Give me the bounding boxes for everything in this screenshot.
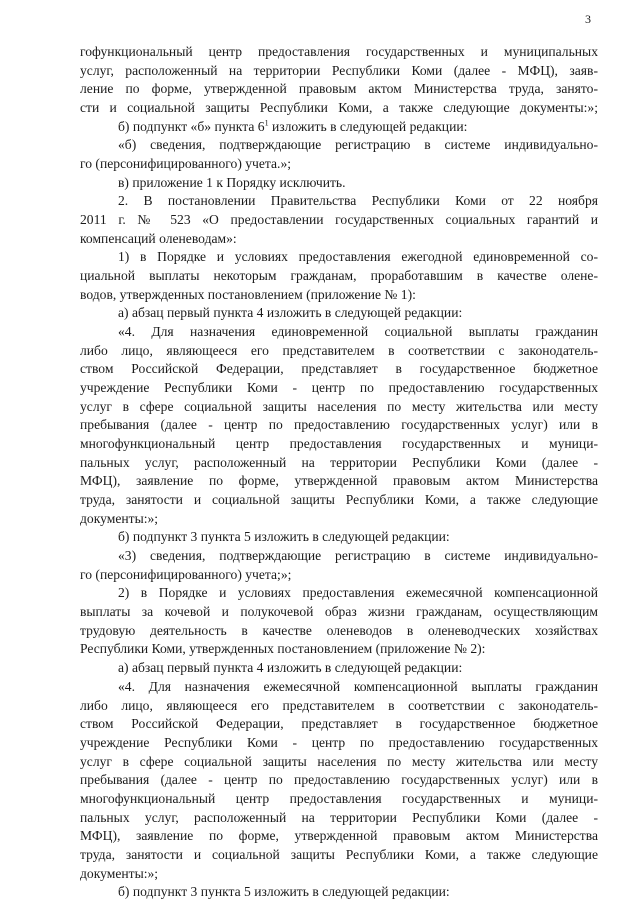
text-line bbox=[80, 846, 598, 864]
text-line bbox=[118, 136, 598, 154]
text-line-content: «4. Для назначения ежемесячной компенсационной выплаты гражданин bbox=[118, 678, 598, 694]
text-line-content: учреждение Республики Коми - центр по предоставлению государственных bbox=[80, 380, 598, 396]
text-line bbox=[80, 790, 598, 808]
text-line bbox=[80, 155, 598, 173]
text-line bbox=[118, 248, 598, 266]
text-line-content: учреждение Республики Коми - центр по предоставлению государственных bbox=[80, 734, 598, 750]
text-line-content: а) абзац первый пункта 4 изложить в следующей редакции: bbox=[118, 305, 463, 321]
text-line bbox=[118, 659, 598, 677]
text-line-content: водов, утвержденных постановлением (приложение № 1): bbox=[80, 286, 416, 302]
text-line bbox=[80, 809, 598, 827]
text-line-content: МФЦ), заявление по форме, утвержденной правовым актом Министерства bbox=[80, 473, 598, 489]
text-line-content: сти и социальной защиты Республики Коми, а также следующие документы:»; bbox=[80, 100, 598, 115]
text-line-content: а) абзац первый пункта 4 изложить в следующей редакции: bbox=[118, 660, 463, 676]
text-line bbox=[80, 211, 598, 229]
text-line-content: трудовую деятельность в качестве оленеводов в оленеводческих хозяйствах bbox=[80, 622, 598, 638]
text-line bbox=[80, 286, 598, 304]
text-line-content: б) подпункт «б» пункта 6 bbox=[118, 118, 265, 134]
text-line bbox=[80, 734, 598, 752]
text-line-content: ством Российской Федерации, представляет в государственное бюджетное bbox=[80, 716, 598, 732]
text-line bbox=[80, 99, 598, 117]
text-line-content: 2011 г. № 523 «О предоставлении государственных социальных гарантий и bbox=[80, 212, 598, 227]
text-line-content: Республики Коми, утвержденных постановлением (приложение № 2): bbox=[80, 641, 486, 657]
text-line bbox=[80, 771, 598, 789]
text-line bbox=[118, 528, 598, 546]
text-line-content: 2) в Порядке и условиях предоставления ежемесячной компенсационной bbox=[118, 585, 598, 601]
text-line-content: гофункциональный центр предоставления государственных и муниципальных bbox=[80, 44, 598, 59]
text-line bbox=[80, 80, 598, 98]
text-line bbox=[80, 472, 598, 490]
text-line-content: б) подпункт 3 пункта 5 изложить в следующей редакции: bbox=[118, 884, 450, 900]
text-line-content: в) приложение 1 к Порядку исключить. bbox=[118, 174, 346, 190]
text-line-content: многофункциональный центр предоставления государственных и муници- bbox=[80, 436, 598, 452]
text-line bbox=[118, 584, 598, 602]
text-line bbox=[80, 865, 598, 883]
text-line-content: пребывания (далее - центр по предоставлению государственных услуг) или в bbox=[80, 417, 598, 433]
text-line bbox=[80, 342, 598, 360]
text-line bbox=[80, 267, 598, 285]
text-line bbox=[80, 379, 598, 397]
text-line-content: ление по форме, утвержденной правовым актом Министерства труда, занято- bbox=[80, 81, 598, 97]
text-line-content: «б) сведения, подтверждающие регистрацию в системе индивидуально- bbox=[118, 137, 598, 153]
text-line bbox=[80, 603, 598, 621]
text-line bbox=[80, 753, 598, 771]
text-line bbox=[80, 697, 598, 715]
text-line-content: МФЦ), заявление по форме, утвержденной правовым актом Министерства bbox=[80, 828, 598, 844]
text-line bbox=[80, 622, 598, 640]
text-line-content: компенсаций оленеводам»: bbox=[80, 230, 237, 246]
page-number: 3 bbox=[585, 12, 591, 26]
text-line-content: «3) сведения, подтверждающие регистрацию в системе индивидуально- bbox=[118, 548, 598, 564]
text-line-content: выплаты за кочевой и полукочевой образ жизни гражданам, осуществляющим bbox=[80, 604, 598, 620]
text-line-continuation: изложить в следующей редакции: bbox=[268, 118, 468, 134]
text-line-content: услуг в сфере социальной защиты населения по месту жительства или месту bbox=[80, 753, 598, 769]
text-line-content: б) подпункт 3 пункта 5 изложить в следующей редакции: bbox=[118, 529, 450, 545]
text-line-content: 2. В постановлении Правительства Республики Коми от 22 ноября bbox=[118, 193, 598, 209]
text-line-content: услуг в сфере социальной защиты населения по месту жительства или месту bbox=[80, 398, 598, 414]
text-line-content: труда, занятости и социальной защиты Республики Коми, а также следующие bbox=[80, 492, 598, 508]
text-line-content: услуг, расположенный на территории Республики Коми (далее - МФЦ), заяв- bbox=[80, 62, 598, 78]
text-line-content: многофункциональный центр предоставления государственных и муници- bbox=[80, 790, 598, 806]
text-line bbox=[80, 454, 598, 472]
text-line-content: го (персонифицированного) учета;»; bbox=[80, 566, 292, 582]
text-line-content: документы:»; bbox=[80, 510, 159, 526]
text-line-content: го (персонифицированного) учета.»; bbox=[80, 156, 292, 171]
text-line bbox=[118, 678, 598, 696]
text-line bbox=[80, 416, 598, 434]
text-line bbox=[80, 62, 598, 80]
text-line-content: документы:»; bbox=[80, 865, 159, 881]
text-line bbox=[80, 715, 598, 733]
text-line bbox=[118, 118, 598, 136]
text-line-content: либо лицо, являющееся его представителем в соответствии с законодатель- bbox=[80, 697, 598, 713]
text-line bbox=[118, 304, 598, 322]
text-line-content: ством Российской Федерации, представляет в государственное бюджетное bbox=[80, 361, 598, 377]
text-line bbox=[80, 827, 598, 845]
text-line bbox=[118, 192, 598, 210]
text-line bbox=[118, 174, 598, 192]
text-line bbox=[80, 435, 598, 453]
text-line bbox=[80, 491, 598, 509]
text-line bbox=[118, 547, 598, 565]
text-line bbox=[80, 566, 598, 584]
text-line-content: пребывания (далее - центр по предоставлению государственных услуг) или в bbox=[80, 772, 598, 788]
text-line bbox=[118, 883, 598, 901]
text-line-content: труда, занятости и социальной защиты Республики Коми, а также следующие bbox=[80, 846, 598, 862]
text-line bbox=[80, 510, 598, 528]
text-line bbox=[80, 230, 598, 248]
text-line bbox=[80, 360, 598, 378]
text-line bbox=[80, 640, 598, 658]
text-line bbox=[80, 398, 598, 416]
text-line-content: циальной выплаты некоторым гражданам, проработавшим в качестве олене- bbox=[80, 268, 598, 283]
text-line-content: пальных услуг, расположенный на территории Республики Коми (далее - bbox=[80, 454, 598, 470]
text-line-content: «4. Для назначения единовременной социальной выплаты гражданин bbox=[118, 324, 598, 340]
text-line bbox=[118, 323, 598, 341]
text-line bbox=[80, 43, 598, 61]
text-line-content: 1) в Порядке и условиях предоставления ежегодной единовременной со- bbox=[118, 249, 598, 265]
text-line-content: либо лицо, являющееся его представителем в соответствии с законодатель- bbox=[80, 342, 598, 358]
superscript: 1 bbox=[264, 118, 269, 128]
text-line-content: пальных услуг, расположенный на территории Республики Коми (далее - bbox=[80, 809, 598, 825]
